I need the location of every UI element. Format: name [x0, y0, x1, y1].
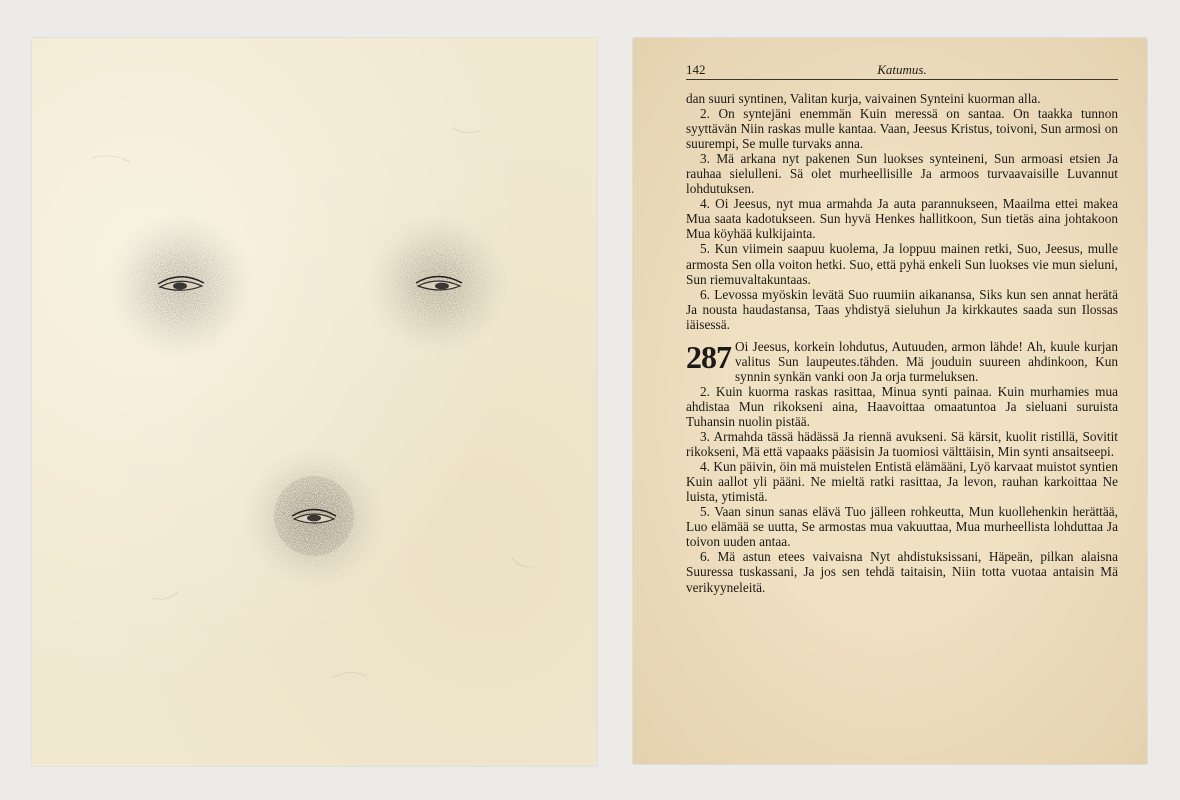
eye-drawings	[32, 38, 597, 766]
page-header	[686, 59, 1118, 80]
page-number: 142	[686, 62, 706, 77]
stanza-4: 4. Oi Jeesus, nyt mua armahda Ja auta parannukseen, Maailma ettei makea Mua saata kadotukseen. Sun hyvä Henkes hallitkoon, Sun tietäs aina johtakoon Mua köyhää kulkijainta.	[686, 196, 1118, 242]
stanza-3: 3. Mä arkana nyt pakenen Sun luokses synteineni, Sun armoasi etsien Ja rauhaa sielulleni. Sä olet murheellisille Ja armoos turvaavaisille Luvannut lohdutuksen.	[686, 151, 1118, 197]
page-body	[686, 91, 1118, 595]
eye-drawing-upper-right	[368, 214, 508, 354]
stanza-6: 6. Levossa myöskin levätä Suo ruumiin aikanansa, Siks kun sen annat herätä Ja nousta haudastansa, Taas yhdistyä sieluhun Ja kirkkautes saada sun Ilossas iäisessä.	[686, 286, 1118, 332]
stanza-2: 2. On syntejäni enemmän Kuin meressä on santaa. On taakka tunnon syyttävän Niin raskas mulle kantaa. Vaan, Jeesus Kristus, toivoni, Sun armosi on suurempi, Se mulle turvaks anna.	[686, 106, 1118, 152]
hymn-stanza-4: 4. Kun päivin, öin mä muistelen Entistä elämääni, Lyö karvaat muistot syntien Kuin aallot yli pääni. Ne mieltä ratki rasittaa, Ja levon, rauhan karkoittaa Ne luista, ytimistä.	[686, 459, 1118, 505]
eye-drawing-lower-center	[244, 448, 384, 588]
hymn-stanza-3: 3. Armahda tässä hädässä Ja riennä avukseni. Sä kärsit, kuolit ristillä, Sovitit rikokseni, Mä että vapaaks pääsisin Ja tuomiosi välttäisin, Min synti ansaitseepi.	[686, 429, 1118, 460]
paragraph-continuation: dan suuri syntinen, Valitan kurja, vaivainen Synteini kuorman alla.	[686, 91, 1041, 106]
hymn-stanza-2: 2. Kuin kuorma raskas rasittaa, Minua synti painaa. Kuin murhamies mua ahdistaa Mun rikokseni aina, Haavoittaa omaatuntoa Ja sieluani suruista Tuhansin nuolin pistää.	[686, 383, 1118, 429]
hymn-first-stanza: Oi Jeesus, korkein lohdutus, Autuuden, armon lähde! Ah, kuule kurjan valitus Sun laupeutes.tähden. Mä jouduin suureen ahdinkoon, Kun synnin synkän vanki oon Ja orja turmeluksen.	[735, 338, 1118, 384]
stanza-5: 5. Kun viimein saapuu kuolema, Ja loppuu mainen retki, Suo, Jeesus, mulle armosta Sen olla voiton hetki. Suo, että pyhä enkeli Sun luokses vie mun sieluni, Sun riemuvaltakuntaas.	[686, 241, 1118, 287]
hymn-stanza-6: 6. Mä astun etees vaivaisna Nyt ahdistuksissani, Häpeän, pilkan alaisna Suuressa tuskassani, Ja jos sen tehdä taitaisin, Niin totta vuotaa antaisin Mä verikyyneleitä.	[686, 549, 1118, 595]
paper-fibers	[92, 128, 534, 678]
drawing-sheet	[32, 38, 597, 766]
eye-drawing-upper-left	[108, 214, 252, 358]
hymn-287	[686, 339, 1118, 595]
hymn-number: 287	[686, 338, 731, 375]
hymn-stanza-5: 5. Vaan sinun sanas elävä Tuo jälleen rohkeutta, Mun kuollehenkin herättää, Luo elämää se uutta, Se armostas mua vakuuttaa, Mua murheellista lohduttaa Ja toivon uuden antaa.	[686, 504, 1118, 550]
book-page	[633, 38, 1147, 764]
section-title: Katumus.	[877, 62, 927, 77]
